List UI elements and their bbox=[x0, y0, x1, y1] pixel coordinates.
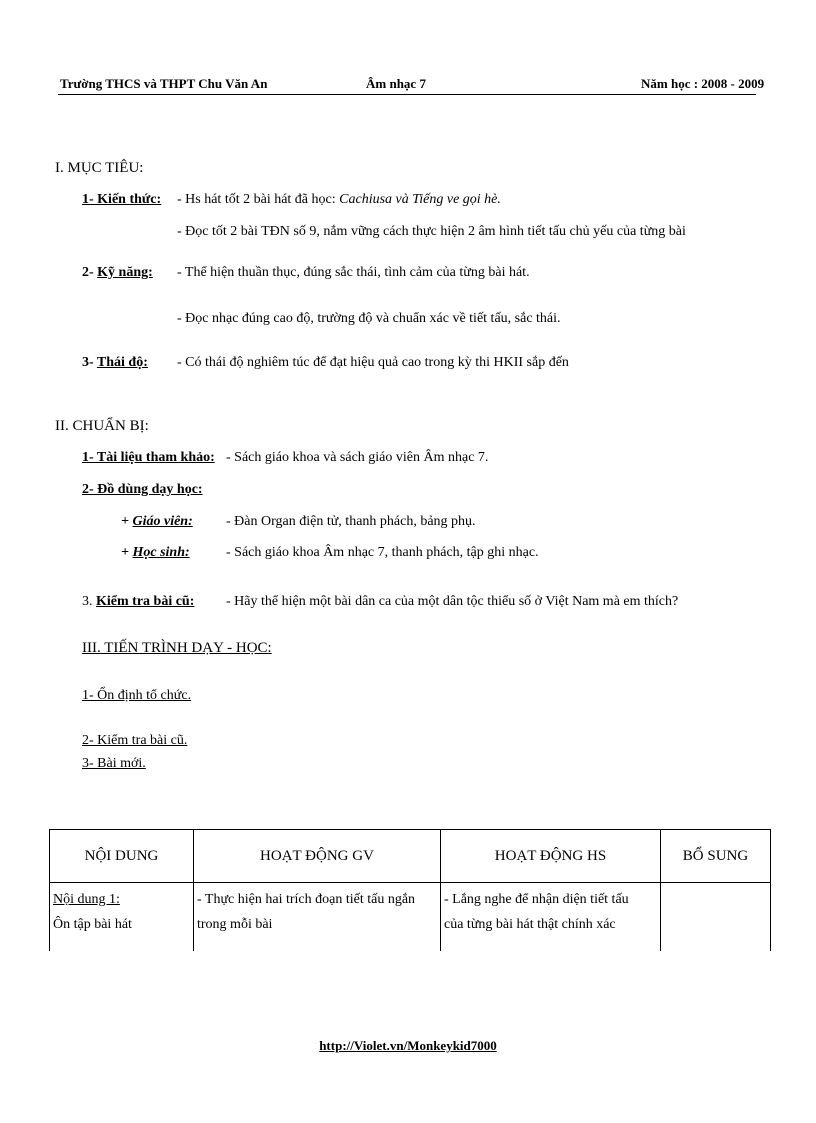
step1: 1- Ổn định tổ chức. bbox=[82, 688, 192, 703]
review-text: - Hãy thể hiện một bài dân ca của một dân tộc thiểu số ở Việt Nam mà em thích? bbox=[226, 594, 679, 609]
knowledge-label: 1- Kiến thức: bbox=[82, 192, 162, 207]
header-teacher-activity: HOẠT ĐỘNG GV bbox=[194, 830, 441, 883]
cell-notes bbox=[661, 883, 771, 952]
footer-url[interactable] bbox=[0, 1038, 816, 1054]
gv-line1: - Thực hiện hai trích đoạn tiết tấu ngắn bbox=[197, 892, 416, 907]
attitude-label bbox=[82, 355, 148, 371]
attitude-label-text: Thái độ: bbox=[96, 355, 148, 370]
review-label-text: Kiểm tra bài cũ: bbox=[96, 594, 195, 609]
section1-title-text: I. MỤC TIÊU: bbox=[55, 160, 144, 176]
cell-student-activity bbox=[441, 883, 661, 952]
footer-url-text[interactable]: http://Violet.vn/Monkeykid7000 bbox=[319, 1038, 497, 1053]
review-label bbox=[82, 594, 194, 610]
references-label: 1- Tài liệu tham khảo: bbox=[82, 450, 215, 465]
header-notes: BỔ SUNG bbox=[661, 830, 771, 883]
knowledge-line2: - Đọc tốt 2 bài TĐN số 9, nắm vững cách thực hiện 2 âm hình tiết tấu chủ yếu của từng bài bbox=[177, 224, 686, 239]
header-student-activity: HOẠT ĐỘNG HS bbox=[441, 830, 661, 883]
header-year: Năm học : 2008 - 2009 bbox=[641, 76, 765, 91]
table-row bbox=[50, 883, 771, 952]
teacher-label-text: Giáo viên: bbox=[132, 514, 193, 529]
cell-content bbox=[50, 883, 194, 952]
teacher-prefix: + bbox=[121, 514, 133, 529]
cell-teacher-activity bbox=[194, 883, 441, 952]
section3-title: III. TIẾN TRÌNH DẠY - HỌC: bbox=[82, 640, 272, 656]
content-text: Ôn tập bài hát bbox=[53, 917, 132, 932]
step3: 3- Bài mới. bbox=[82, 756, 146, 771]
student-text: - Sách giáo khoa Âm nhạc 7, thanh phách, tập ghi nhạc. bbox=[226, 545, 539, 560]
skills-label-text: Kỹ năng: bbox=[97, 265, 153, 280]
hs-line2: của từng bài hát thật chính xác bbox=[444, 917, 616, 932]
student-label bbox=[121, 545, 190, 561]
header-subject: Âm nhạc 7 bbox=[366, 76, 426, 91]
section2-title-text: II. CHUẨN BỊ: bbox=[55, 418, 149, 434]
skills-label bbox=[82, 265, 153, 281]
attitude-line1: - Có thái độ nghiêm túc để đạt hiệu quả cao trong kỳ thi HKII sắp đến bbox=[177, 355, 569, 370]
references-text: - Sách giáo khoa và sách giáo viên Âm nhạc 7. bbox=[226, 450, 489, 465]
knowledge-line1-text: - Hs hát tốt 2 bài hát đã học: bbox=[177, 192, 340, 207]
header-divider bbox=[58, 94, 756, 95]
header-school: Trường THCS và THPT Chu Văn An bbox=[60, 76, 268, 91]
header-content: NỘI DUNG bbox=[50, 830, 194, 883]
student-label-text: Học sinh: bbox=[132, 545, 190, 560]
skills-line1: - Thể hiện thuần thục, đúng sắc thái, tình cảm của từng bài hát. bbox=[177, 265, 530, 280]
materials-label: 2- Đồ dùng dạy học: bbox=[82, 482, 203, 497]
lesson-plan-table bbox=[49, 829, 771, 951]
step2: 2- Kiểm tra bài cũ. bbox=[82, 733, 188, 748]
teacher-text: - Đàn Organ điện tử, thanh phách, bảng phụ. bbox=[226, 514, 476, 529]
hs-line1: - Lắng nghe để nhận diện tiết tấu bbox=[444, 892, 629, 907]
knowledge-line1 bbox=[177, 192, 501, 208]
review-num: 3. bbox=[82, 594, 96, 609]
section2-title bbox=[55, 418, 149, 435]
table-header-row bbox=[50, 830, 771, 883]
skills-num: 2- bbox=[82, 265, 98, 280]
teacher-label bbox=[121, 514, 193, 530]
student-prefix: + bbox=[121, 545, 133, 560]
section1-title bbox=[55, 160, 143, 177]
knowledge-songs: Cachiusa và Tiếng ve gọi hè. bbox=[339, 192, 501, 207]
gv-line2: trong mỗi bài bbox=[197, 917, 273, 932]
attitude-num: 3- bbox=[82, 355, 97, 370]
content-title: Nội dung 1: bbox=[53, 892, 120, 907]
skills-line2: - Đọc nhạc đúng cao độ, trường độ và chuẩn xác về tiết tấu, sắc thái. bbox=[177, 311, 561, 326]
